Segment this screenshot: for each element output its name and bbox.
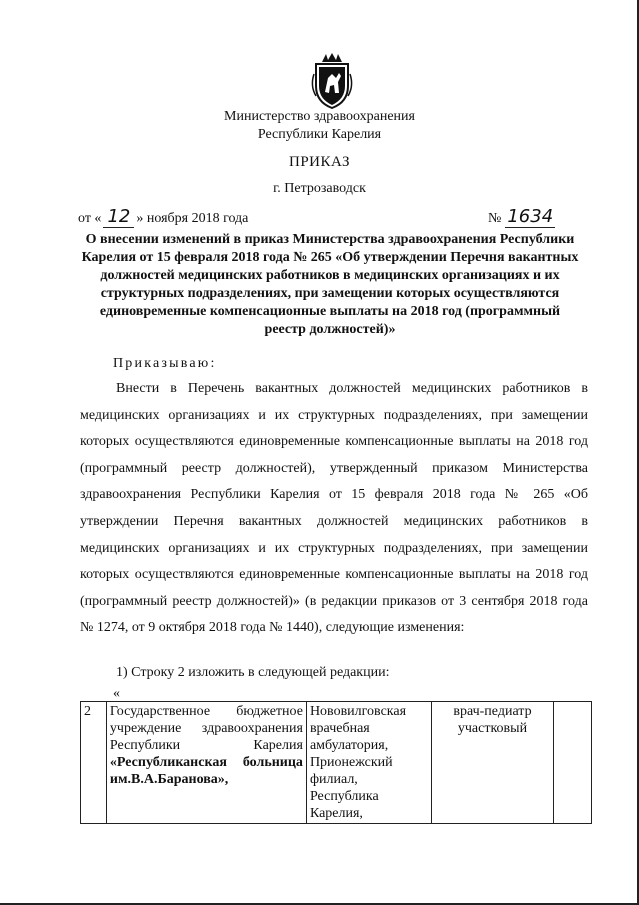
coat-of-arms-icon: [308, 52, 356, 110]
position-cell: врач-педиатр участковый: [432, 702, 553, 824]
location-cell: Нововилговская врачебная амбулатория, Прионежский филиал, Республика Карелия,: [306, 702, 431, 824]
organization-cell: [106, 702, 306, 824]
order-heading: О внесении изменений в приказ Министерства здравоохранения Республики Карелия от 15 февраля 2018 года № 265 «Об утверждении Перечня вакантных должностей медицинских работников в медицинских организациях и их структурных подразделениях, при замещении которых осуществляются единовременные компенсационные выплаты на 2018 год (программный реестр должностей)»: [81, 232, 579, 337]
date-suffix: » ноября 2018 года: [136, 211, 249, 226]
date-prefix: от «: [78, 211, 102, 226]
order-title: ПРИКАЗ: [289, 154, 350, 170]
number-label: №: [488, 211, 502, 226]
prikazyvayu-label: Приказываю:: [113, 356, 217, 371]
item-1: 1) Строку 2 изложить в следующей редакции:: [116, 665, 390, 680]
order-date: [78, 206, 248, 228]
order-body-paragraph: Внести в Перечень вакантных должностей медицинских работников в медицинских организациях и их структурных подразделениях, при замещении которых осуществляются единовременные компенсационные выплаты на 2018 год (программный реестр должностей), утвержденный приказом Министерства здравоохранения Республики Карелия от 15 февраля 2018 года № 265 «Об утверждении Перечня вакантных должностей медицинских работников в медицинских организациях и их структурных подразделениях, при замещении которых осуществляются единовременные компенсационные выплаты на 2018 год (программный реестр должностей)» (в редакции приказов от 3 сентября 2018 года № 1274, от 9 октября 2018 года № 1440), следующие изменения:: [80, 381, 588, 636]
positions-table: [80, 701, 592, 824]
city: г. Петрозаводск: [273, 181, 366, 196]
organization-name-bold: «Республиканская больница им.В.А.Баранова»,: [109, 755, 303, 787]
ministry-name: Министерство здравоохранения Республики Карелия: [224, 109, 415, 142]
row-number-cell: 2: [81, 702, 107, 824]
date-day-handwritten: 12: [103, 206, 134, 228]
table-row: [81, 702, 592, 824]
open-quote: «: [113, 686, 120, 701]
order-number: [488, 206, 555, 228]
organization-name: Государственное бюджетное учреждение здравоохранения Республики Карелия: [109, 704, 303, 753]
empty-cell: [553, 702, 591, 824]
number-handwritten: 1634: [507, 206, 554, 227]
